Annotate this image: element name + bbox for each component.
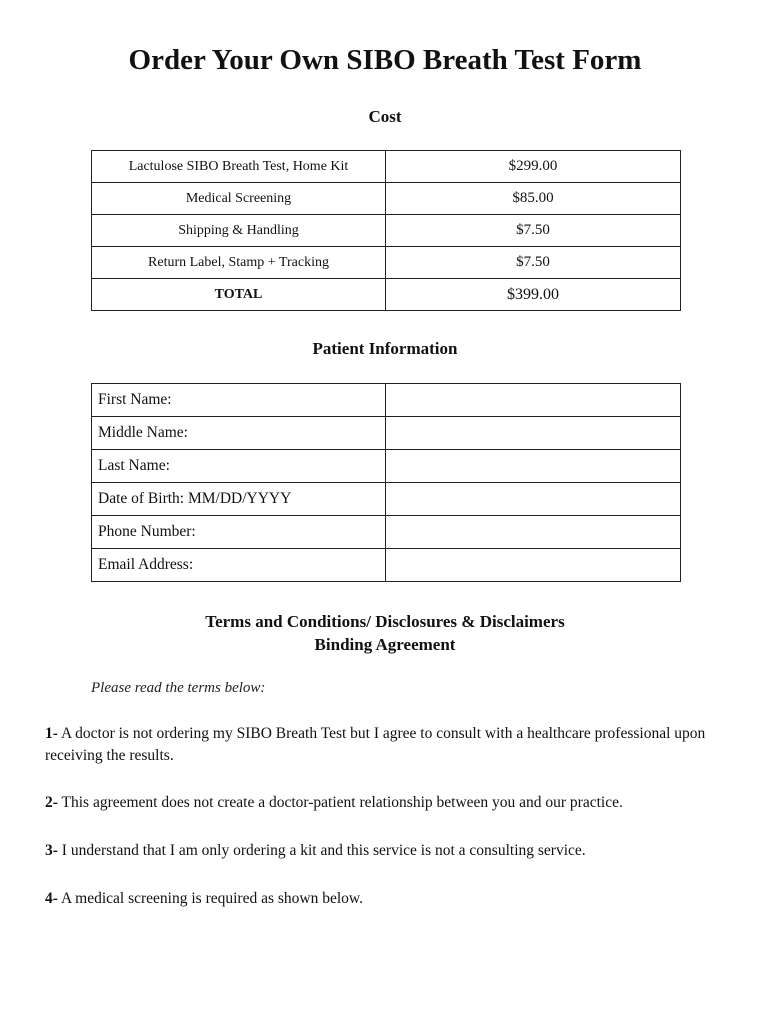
phone-number-label: Phone Number: xyxy=(92,516,386,549)
middle-name-label: Middle Name: xyxy=(92,417,386,450)
last-name-label: Last Name: xyxy=(92,450,386,483)
term-text: A doctor is not ordering my SIBO Breath Test but I agree to consult with a healthcare professional upon receiving the results. xyxy=(45,725,706,764)
cost-row xyxy=(92,151,681,183)
cost-total-row xyxy=(92,279,681,311)
term-number: 2- xyxy=(45,794,58,811)
cost-item-label: Lactulose SIBO Breath Test, Home Kit xyxy=(92,151,386,183)
patient-info-table xyxy=(91,383,681,582)
cost-row xyxy=(92,183,681,215)
date-of-birth-field[interactable] xyxy=(386,483,681,516)
terms-heading: Terms and Conditions/ Disclosures & Disclaimers xyxy=(205,612,565,631)
patient-field-row xyxy=(92,384,681,417)
patient-field-row xyxy=(92,483,681,516)
cost-item-price: $299.00 xyxy=(386,151,681,183)
term-number: 4- xyxy=(45,890,58,907)
cost-item-label: Shipping & Handling xyxy=(92,215,386,247)
total-price: $399.00 xyxy=(386,279,681,311)
cost-item-label: Return Label, Stamp + Tracking xyxy=(92,247,386,279)
term-text: I understand that I am only ordering a kit and this service is not a consulting service. xyxy=(57,842,586,859)
first-name-field[interactable] xyxy=(386,384,681,417)
term-item-3 xyxy=(45,840,725,862)
email-address-field[interactable] xyxy=(386,549,681,582)
term-number: 1- xyxy=(45,725,58,742)
form-title: Order Your Own SIBO Breath Test Form xyxy=(128,44,642,76)
cost-item-price: $7.50 xyxy=(386,247,681,279)
patient-field-row xyxy=(92,516,681,549)
patient-field-row xyxy=(92,450,681,483)
term-number: 3- xyxy=(45,842,58,859)
term-text: This agreement does not create a doctor-patient relationship between you and our practice. xyxy=(57,794,623,811)
cost-item-price: $85.00 xyxy=(386,183,681,215)
patient-field-row xyxy=(92,549,681,582)
total-label: TOTAL xyxy=(92,279,386,311)
term-text: A medical screening is required as shown below. xyxy=(57,890,363,907)
patient-field-row xyxy=(92,417,681,450)
last-name-field[interactable] xyxy=(386,450,681,483)
binding-agreement-heading: Binding Agreement xyxy=(314,635,456,654)
date-of-birth-label: Date of Birth: MM/DD/YYYY xyxy=(92,483,386,516)
middle-name-field[interactable] xyxy=(386,417,681,450)
cost-row xyxy=(92,215,681,247)
phone-number-field[interactable] xyxy=(386,516,681,549)
first-name-label: First Name: xyxy=(92,384,386,417)
cost-row xyxy=(92,247,681,279)
cost-heading: Cost xyxy=(368,107,402,126)
cost-item-price: $7.50 xyxy=(386,215,681,247)
cost-item-label: Medical Screening xyxy=(92,183,386,215)
cost-table xyxy=(91,150,681,311)
term-item-1 xyxy=(45,723,725,767)
patient-info-heading: Patient Information xyxy=(312,339,458,358)
terms-note: Please read the terms below: xyxy=(91,680,266,696)
term-item-4 xyxy=(45,888,725,910)
email-address-label: Email Address: xyxy=(92,549,386,582)
term-item-2 xyxy=(45,792,725,814)
